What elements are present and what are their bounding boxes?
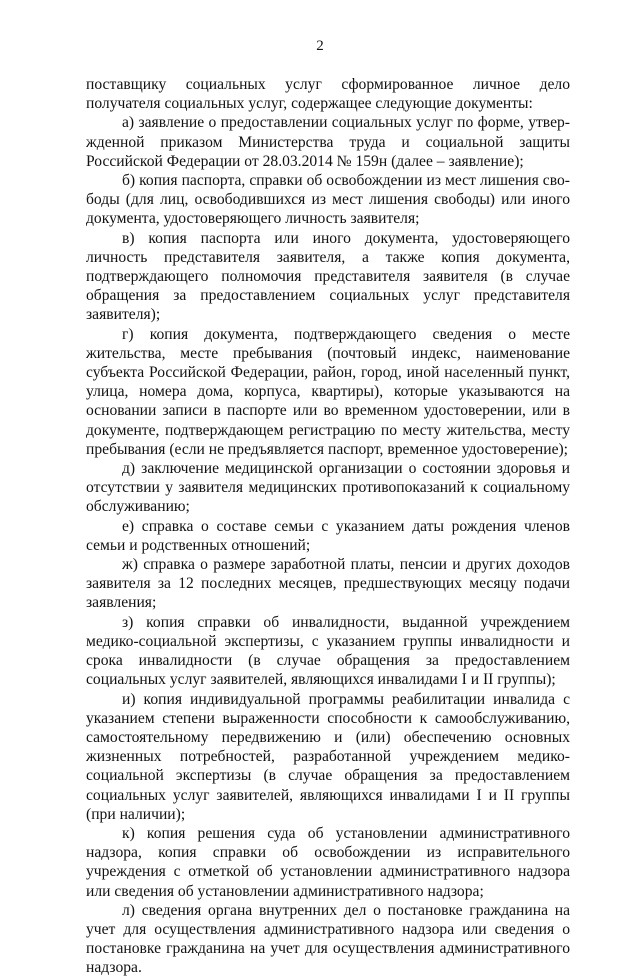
list-item-g: г) копия документа, подтверждающего сведения о месте жительства, месте пребывания (почтовый индекс, наименование субъекта Российской Федерации, район, город, иной населенный пункт, улица, номера дома, корпуса, квартиры), которые указываются на основании записи в паспорте или во временном удостоверении, или в документе, подтверждающем регистрацию по месту жительства, месту пребывания (если не предъявляется паспорт, временное удостоверение); — [86, 325, 570, 458]
paragraph-intro: поставщику социальных услуг сформированное личное дело получателя социальных услуг, содержащее следующие документы: — [86, 76, 570, 113]
document-body — [86, 75, 570, 978]
list-item-a: а) заявление о предоставлении социальных услуг по форме, утвержденной приказом Министерства труда и социальной защиты Российской Федерации от 28.03.2014 № 159н (далее – заявление); — [86, 114, 570, 170]
list-item-z: з) копия справки об инвалидности, выданной учреждением медико-социальной экспертизы, с указанием группы инвалидности и срока инвалидности (в случае обращения за предоставлением социальных услуг заявителей, являющихся инвалидами I и II группы); — [86, 613, 570, 689]
list-item-k: к) копия решения суда об установлении административного надзора, копия справки об освобождении из исправительного учреждения с отметкой об установлении административного надзора или сведения об установлении административного надзора; — [86, 824, 570, 900]
page-number: 2 — [316, 38, 324, 54]
list-item-i: и) копия индивидуальной программы реабилитации инвалида с указанием степени выраженности способности к самообслуживанию, самостоятельному передвижению и (или) обеспечению основных жизненных потребностей, разработанной учреждением медико-социальной экспертизы (в случае обращения за предоставлением социальных услуг заявителей, являющихся инвалидами I и II группы (при наличии); — [86, 690, 570, 823]
list-item-e: е) справка о составе семьи с указанием даты рождения членов семьи и родственных отношений; — [86, 517, 570, 554]
list-item-v: в) копия паспорта или иного документа, удостоверяющего личность представителя заявителя, а также копия документа, подтверждающего полномочия представителя заявителя (в случае обращения за предоставлением социальных услуг представителя заявителя); — [86, 229, 570, 324]
list-item-l: л) сведения органа внутренних дел о постановке гражданина на учет для осуществления административного надзора или сведения о постановке гражданина на учет для осуществления административного надзора. — [86, 901, 570, 977]
list-item-zh: ж) справка о размере заработной платы, пенсии и других доходов заявителя за 12 последних месяцев, предшествующих месяцу подачи заявления; — [86, 556, 570, 612]
list-item-b: б) копия паспорта, справки об освобождении из мест лишения свободы (для лиц, освободившихся из мест лишения свободы) или иного документа, удостоверяющего личность заявителя; — [86, 172, 570, 228]
list-item-d: д) заключение медицинской организации о состоянии здоровья и отсутствии у заявителя медицинских противопоказаний к социальному обслуживанию; — [86, 460, 570, 516]
